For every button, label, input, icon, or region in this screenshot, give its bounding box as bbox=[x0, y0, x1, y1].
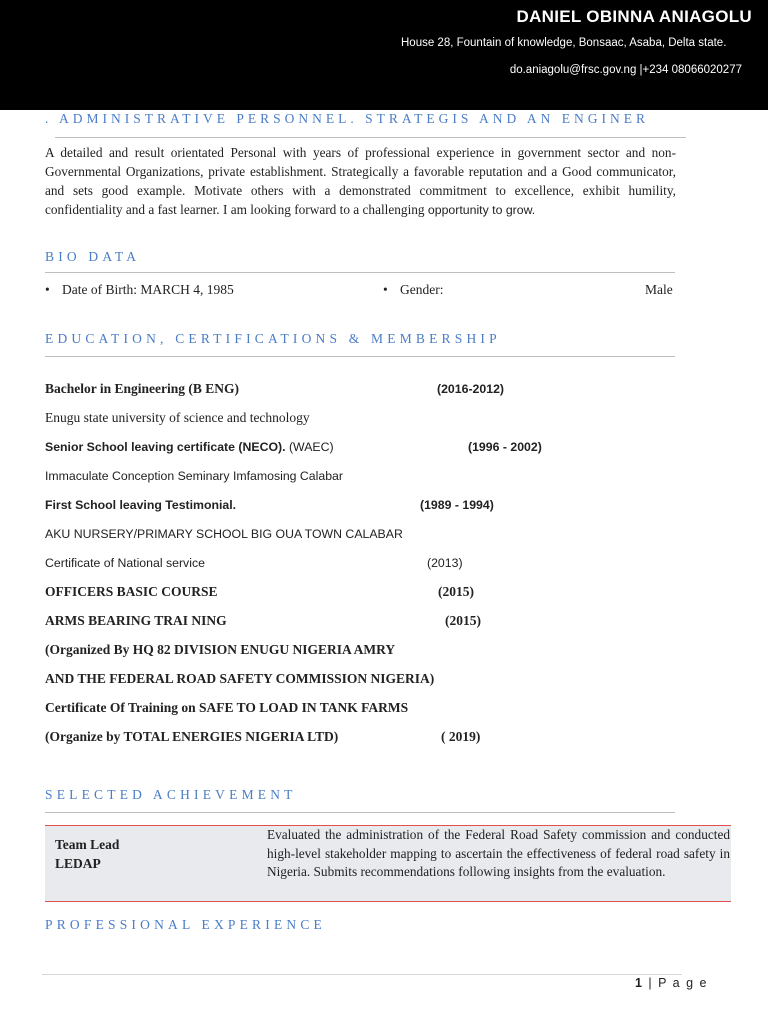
date-of-birth: Date of Birth: MARCH 4, 1985 bbox=[62, 282, 234, 297]
education-item-text bbox=[45, 729, 338, 745]
education-item-text: Certificate of National service bbox=[45, 556, 205, 570]
training-subject: SAFE TO LOAD IN TANK FARMS bbox=[198, 700, 409, 715]
bio-data-heading: BIO DATA bbox=[45, 249, 141, 264]
gender-label: Gender: bbox=[400, 282, 444, 297]
footer-divider bbox=[42, 974, 682, 975]
headline: . ADMINISTRATIVE PERSONNEL. STRATEGIS AND AN ENGINER bbox=[45, 111, 650, 126]
waec-note: (WAEC) bbox=[285, 440, 334, 454]
summary-paragraph bbox=[45, 143, 676, 220]
education-heading: EDUCATION, CERTIFICATIONS & MEMBERSHIP bbox=[45, 331, 501, 346]
education-item-text: AND THE FEDERAL ROAD SAFETY COMMISSION NIGERIA) bbox=[45, 671, 435, 686]
education-item-date: (2015) bbox=[445, 613, 481, 628]
experience-heading: PROFESSIONAL EXPERIENCE bbox=[45, 917, 326, 932]
education-item-date: (2016-2012) bbox=[437, 382, 504, 396]
gender-bullet: • bbox=[383, 282, 388, 297]
education-item-date: (1989 - 1994) bbox=[420, 498, 494, 512]
education-item-text bbox=[45, 440, 334, 454]
achievement-heading: SELECTED ACHIEVEMENT bbox=[45, 787, 297, 802]
education-item-text: ARMS BEARING TRAI NING bbox=[45, 613, 227, 628]
education-item-date: ( 2019) bbox=[441, 729, 481, 744]
applicant-name: DANIEL OBINNA ANIAGOLU bbox=[516, 7, 752, 26]
organizer-name: TOTAL ENERGIES NIGERIA LTD) bbox=[123, 729, 339, 744]
summary-main: A detailed and result orientated Personal with years of professional experience in government sector and non-Governmental Organizations, private establishment. Strategically a favorable reputation and a Good communicator, and sets good example. Motivate others with a demonstrated commitment to excellence, exhibit humility, confidentiality and a fast learner. I am looking forward to a challenging bbox=[45, 145, 676, 217]
dob-bullet: • bbox=[45, 282, 50, 297]
gender-value: Male bbox=[645, 282, 673, 297]
neco-certificate: Senior School leaving certificate (NECO). bbox=[45, 440, 286, 454]
headline-divider bbox=[55, 137, 686, 138]
education-item-text: Bachelor in Engineering (B ENG) bbox=[45, 381, 240, 396]
address-line: House 28, Fountain of knowledge, Bonsaac, Asaba, Delta state. bbox=[401, 37, 727, 49]
education-item-date: (2013) bbox=[427, 556, 463, 570]
achievement-divider bbox=[45, 812, 675, 813]
education-item-text: First School leaving Testimonial. bbox=[45, 498, 237, 512]
education-item-text: (Organized By HQ 82 DIVISION ENUGU NIGERIA AMRY bbox=[45, 642, 396, 657]
page-label: | P a g e bbox=[643, 976, 708, 990]
achievement-role bbox=[55, 835, 119, 873]
education-item-date: (2015) bbox=[438, 584, 474, 599]
achievement-table bbox=[45, 825, 731, 902]
education-item-text: OFFICERS BASIC COURSE bbox=[45, 584, 218, 599]
summary-tail: opportunity to grow. bbox=[427, 203, 536, 217]
header-band bbox=[0, 0, 768, 110]
education-item-text: Enugu state university of science and technology bbox=[45, 410, 310, 425]
education-item-text: AKU NURSERY/PRIMARY SCHOOL BIG OUA TOWN CALABAR bbox=[45, 527, 403, 541]
achievement-organization: LEDAP bbox=[55, 856, 101, 871]
education-item-text: Immaculate Conception Seminary Imfamosing Calabar bbox=[45, 469, 343, 483]
education-item-date: (1996 - 2002) bbox=[468, 440, 542, 454]
contact-line: do.aniagolu@frsc.gov.ng |+234 08066020277 bbox=[509, 64, 742, 76]
bio-divider bbox=[45, 272, 675, 273]
education-item-text bbox=[45, 700, 408, 716]
education-divider bbox=[45, 356, 675, 357]
achievement-description: Evaluated the administration of the Federal Road Safety commission and conducted high-level stakeholder mapping to ascertain the effectiveness of federal road safety in Nigeria. Submits recommendations following insights from the evaluation. bbox=[267, 827, 730, 879]
training-label: Certificate Of Training on bbox=[45, 700, 199, 715]
page-footer bbox=[635, 976, 708, 990]
achievement-role-title: Team Lead bbox=[55, 837, 120, 852]
page-number: 1 bbox=[634, 976, 644, 990]
organizer-label: (Organize by bbox=[45, 729, 124, 744]
